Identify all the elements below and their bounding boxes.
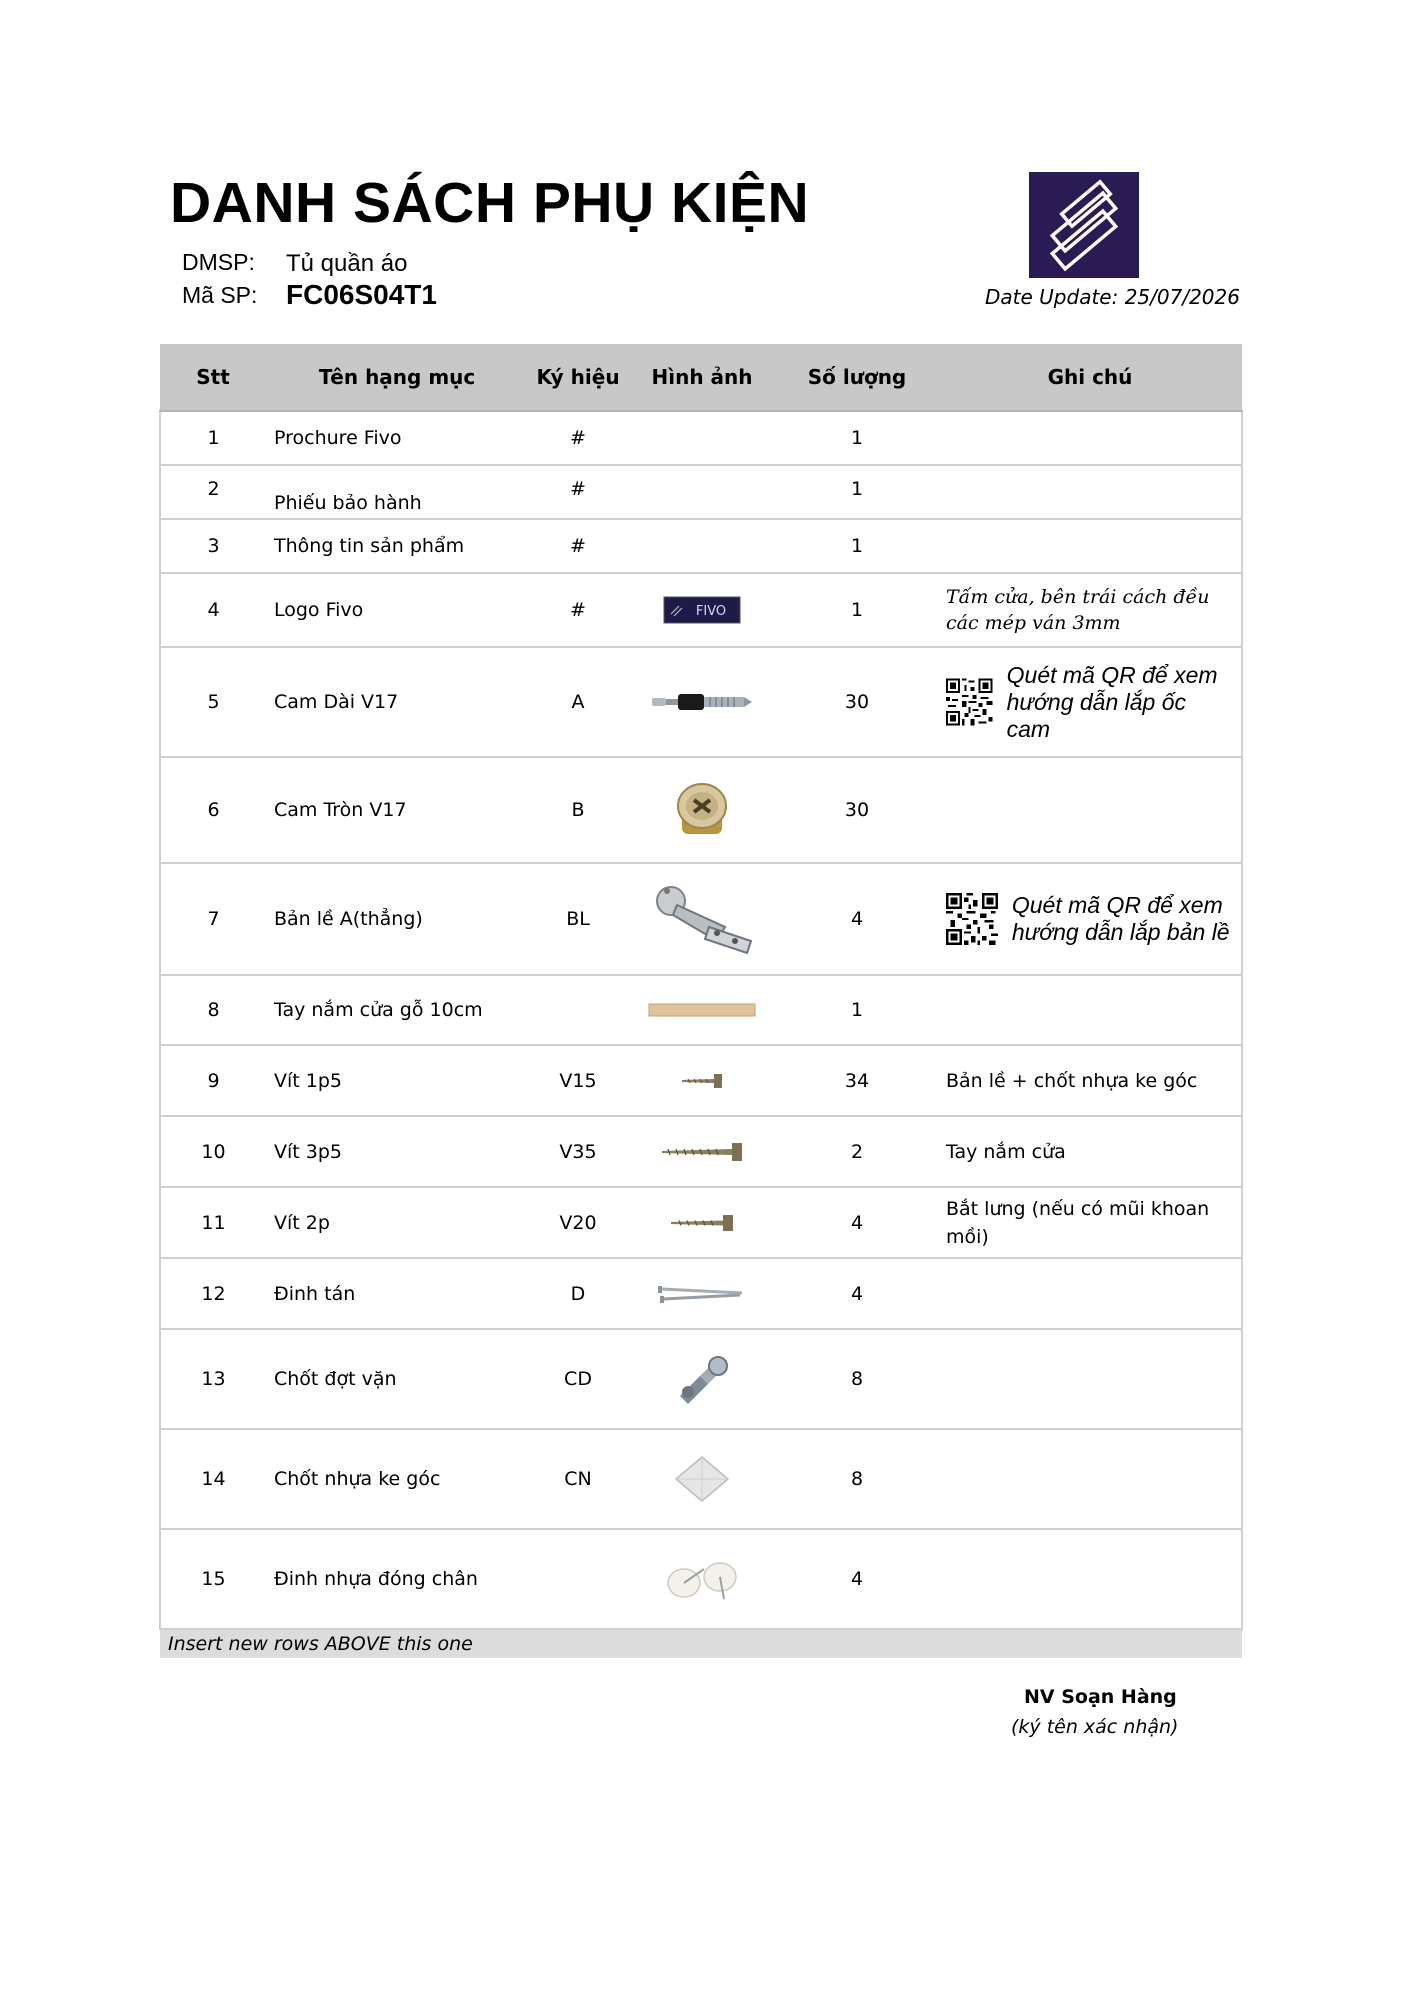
row-code: BL [528, 863, 628, 975]
screw-medium-icon [669, 1212, 735, 1234]
row-name: Vít 1p5 [266, 1045, 528, 1116]
svg-text:FIVO: FIVO [695, 604, 727, 619]
row-stt: 2 [160, 465, 266, 519]
row-stt: 4 [160, 573, 266, 647]
row-note [938, 1258, 1242, 1329]
row-note [938, 1329, 1242, 1429]
row-name: Thông tin sản phẩm [266, 519, 528, 573]
table-row [160, 1045, 1242, 1116]
row-note [938, 519, 1242, 573]
row-code: V20 [528, 1187, 628, 1258]
fivo-logo-plate-icon [663, 596, 741, 624]
row-qty: 4 [776, 1187, 938, 1258]
masp-value: FC06S04T1 [286, 279, 437, 310]
row-stt: 14 [160, 1429, 266, 1529]
col-header-code: Ký hiệu [528, 344, 628, 411]
row-note: Tấm cửa, bên trái cách đều các mép ván 3mm [938, 573, 1242, 647]
table-row [160, 1187, 1242, 1258]
table-header-row [160, 344, 1242, 411]
qr-code-icon [946, 656, 993, 748]
row-stt: 8 [160, 975, 266, 1045]
table-row [160, 411, 1242, 465]
round-cam-lock-icon [670, 778, 734, 842]
qr-code-icon [946, 868, 998, 970]
row-qty: 4 [776, 863, 938, 975]
row-code [528, 1529, 628, 1629]
row-code: CD [528, 1329, 628, 1429]
row-name: Cam Dài V17 [266, 647, 528, 757]
row-name: Chốt đợt vặn [266, 1329, 528, 1429]
table-row [160, 1329, 1242, 1429]
row-name: Vít 2p [266, 1187, 528, 1258]
row-name: Đinh tán [266, 1258, 528, 1329]
col-header-stt: Stt [160, 344, 266, 411]
row-qty: 8 [776, 1329, 938, 1429]
row-name: Prochure Fivo [266, 411, 528, 465]
row-image [628, 647, 776, 757]
row-name: Đinh nhựa đóng chân [266, 1529, 528, 1629]
row-stt: 5 [160, 647, 266, 757]
dmsp-value: Tủ quần áo [286, 250, 408, 277]
row-qty: 30 [776, 647, 938, 757]
row-note [938, 465, 1242, 519]
row-code: # [528, 411, 628, 465]
row-code: D [528, 1258, 628, 1329]
row-note [938, 1429, 1242, 1529]
row-qty: 1 [776, 411, 938, 465]
signature-title: NV Soạn Hàng [1024, 1686, 1177, 1708]
table-row [160, 573, 1242, 647]
row-image [628, 1529, 776, 1629]
row-code: B [528, 757, 628, 863]
row-stt: 11 [160, 1187, 266, 1258]
row-qty: 1 [776, 519, 938, 573]
row-qty: 1 [776, 465, 938, 519]
plastic-corner-icon [672, 1453, 732, 1505]
table-row [160, 1258, 1242, 1329]
row-image [628, 863, 776, 975]
row-qty: 30 [776, 757, 938, 863]
col-header-image: Hình ảnh [628, 344, 776, 411]
row-stt: 13 [160, 1329, 266, 1429]
masp-label: Mã SP: [182, 282, 258, 308]
row-qty: 4 [776, 1258, 938, 1329]
row-note [938, 647, 1242, 757]
screw-short-icon [680, 1071, 724, 1091]
row-stt: 7 [160, 863, 266, 975]
row-stt: 9 [160, 1045, 266, 1116]
row-note [938, 411, 1242, 465]
row-image [628, 1258, 776, 1329]
wood-handle-icon [648, 1002, 756, 1018]
row-code: V15 [528, 1045, 628, 1116]
row-image [628, 573, 776, 647]
row-image [628, 1045, 776, 1116]
table-row [160, 519, 1242, 573]
row-stt: 3 [160, 519, 266, 573]
row-qty: 2 [776, 1116, 938, 1187]
hinge-icon [647, 879, 757, 959]
row-name: Phiếu bảo hành [266, 465, 528, 519]
felt-nail-icon [664, 1553, 740, 1605]
table-row [160, 863, 1242, 975]
row-code [528, 975, 628, 1045]
row-note: Tay nắm cửa [938, 1116, 1242, 1187]
row-code: A [528, 647, 628, 757]
table-row [160, 1116, 1242, 1187]
row-name: Bản lề A(thẳng) [266, 863, 528, 975]
insert-rows-note: Insert new rows ABOVE this one [160, 1629, 1242, 1658]
row-image [628, 519, 776, 573]
row-qty: 1 [776, 975, 938, 1045]
table-row [160, 1429, 1242, 1529]
col-header-note: Ghi chú [938, 344, 1242, 411]
row-stt: 12 [160, 1258, 266, 1329]
table-row [160, 975, 1242, 1045]
row-code: V35 [528, 1116, 628, 1187]
row-image [628, 1187, 776, 1258]
insert-rows-footer [160, 1629, 1242, 1658]
row-name: Chốt nhựa ke góc [266, 1429, 528, 1529]
row-code: # [528, 573, 628, 647]
row-image [628, 1429, 776, 1529]
row-note [938, 975, 1242, 1045]
row-code: # [528, 465, 628, 519]
shelf-pin-icon [674, 1354, 730, 1404]
long-cam-bolt-icon [650, 689, 754, 715]
row-name: Tay nắm cửa gỗ 10cm [266, 975, 528, 1045]
row-image [628, 1116, 776, 1187]
table-row [160, 647, 1242, 757]
row-code: # [528, 519, 628, 573]
row-code: CN [528, 1429, 628, 1529]
row-note [938, 863, 1242, 975]
date-update: Date Update: 25/07/2026 [985, 285, 1240, 309]
row-qty: 4 [776, 1529, 938, 1629]
qr-instruction-hinge: Quét mã QR để xem hướng dẫn lắp bản lề [1011, 892, 1230, 945]
table-row [160, 757, 1242, 863]
table-row [160, 1529, 1242, 1629]
col-header-name: Tên hạng mục [266, 344, 528, 411]
screw-long-icon [660, 1140, 744, 1164]
signature-subtitle: (ký tên xác nhận) [1011, 1716, 1179, 1738]
row-image [628, 1329, 776, 1429]
row-note [938, 1529, 1242, 1629]
row-image [628, 757, 776, 863]
row-name: Cam Tròn V17 [266, 757, 528, 863]
brand-logo [1029, 172, 1139, 278]
row-image [628, 465, 776, 519]
page-title: DANH SÁCH PHỤ KIỆN [170, 171, 810, 235]
table-row [160, 465, 1242, 519]
row-stt: 6 [160, 757, 266, 863]
col-header-qty: Số lượng [776, 344, 938, 411]
row-note [938, 757, 1242, 863]
accessory-table [159, 344, 1243, 1658]
row-name: Logo Fivo [266, 573, 528, 647]
row-note: Bắt lưng (nếu có mũi khoan mồi) [938, 1187, 1242, 1258]
dmsp-label: DMSP: [182, 249, 255, 275]
row-qty: 1 [776, 573, 938, 647]
nails-icon [656, 1283, 748, 1305]
brand-logo-icon [1029, 172, 1139, 278]
row-stt: 15 [160, 1529, 266, 1629]
row-qty: 34 [776, 1045, 938, 1116]
row-image [628, 411, 776, 465]
row-note: Bản lề + chốt nhựa ke góc [938, 1045, 1242, 1116]
row-qty: 8 [776, 1429, 938, 1529]
row-stt: 10 [160, 1116, 266, 1187]
row-image [628, 975, 776, 1045]
qr-instruction-cam: Quét mã QR để xem hướng dẫn lắp ốc cam [1006, 661, 1218, 742]
row-name: Vít 3p5 [266, 1116, 528, 1187]
row-stt: 1 [160, 411, 266, 465]
